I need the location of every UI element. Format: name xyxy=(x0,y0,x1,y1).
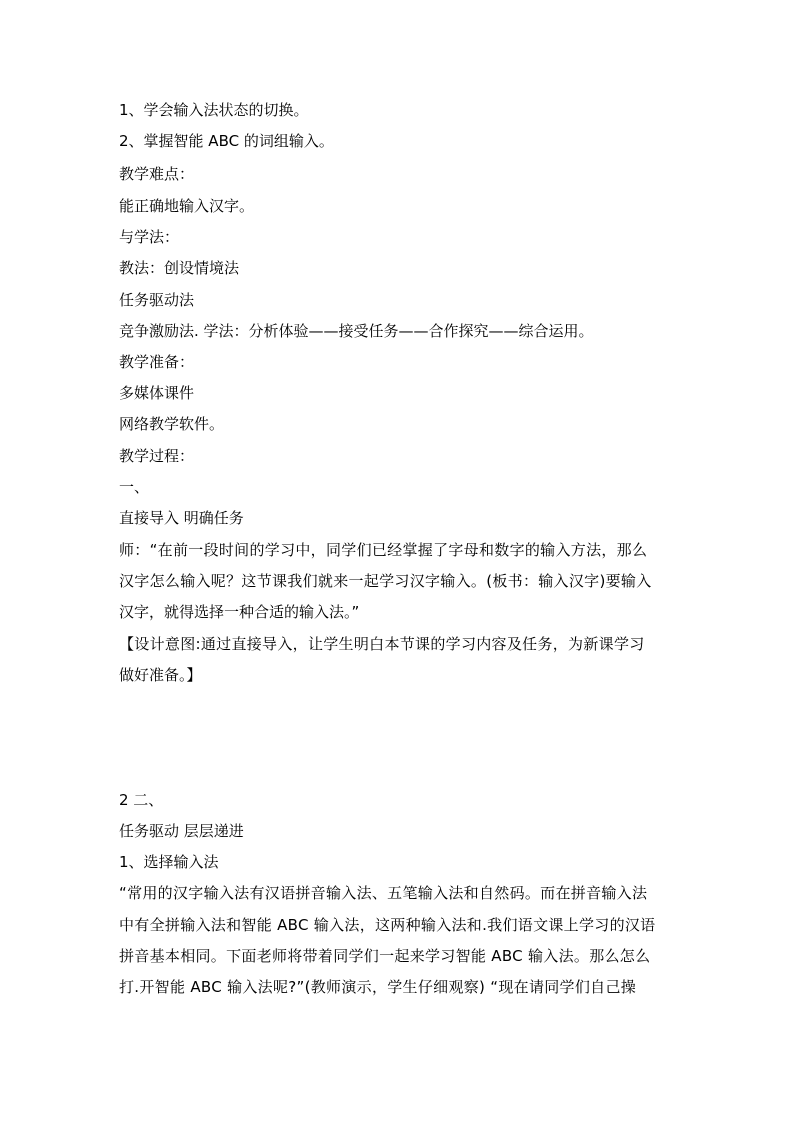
text-line: “常用的汉字输入法有汉语拼音输入法、五笔输入法和自然码。而在拼音输入法 xyxy=(119,884,648,902)
text-line: 直接导入 明确任务 xyxy=(119,509,244,527)
text-line: 拼音基本相同。下面老师将带着同学们一起来学习智能 ABC 输入法。那么怎么 xyxy=(119,947,651,965)
text-line: 2 二、 xyxy=(119,791,164,809)
text-line: 教法：创设情境法 xyxy=(119,259,240,277)
text-line: 竞争激励法. 学法：分析体验——接受任务——合作探究——综合运用。 xyxy=(119,322,594,340)
text-line: 打.开智能 ABC 输入法呢?”(教师演示，学生仔细观察) “现在请同学们自己操 xyxy=(119,978,637,996)
text-line: 任务驱动法 xyxy=(119,291,195,309)
text-line: 汉字，就得选择一种合适的输入法。” xyxy=(119,603,360,621)
text-line: 1、选择输入法 xyxy=(119,853,219,871)
text-line: 网络教学软件。 xyxy=(119,415,225,433)
text-line: 教学难点： xyxy=(119,165,195,183)
text-line: 中有全拼输入法和智能 ABC 输入法，这两种输入法和.我们语文课上学习的汉语 xyxy=(119,916,656,934)
text-line: 教学准备： xyxy=(119,353,195,371)
text-line: 师：“在前一段时间的学习中，同学们已经掌握了字母和数字的输入方法，那么 xyxy=(119,541,648,559)
text-line: 任务驱动 层层递进 xyxy=(119,822,244,840)
text-line: 一、 xyxy=(119,478,150,496)
text-line: 汉字怎么输入呢？这节课我们就来一起学习汉字输入。(板书：输入汉字)要输入 xyxy=(119,572,652,590)
text-line: 教学过程： xyxy=(119,447,195,465)
text-line: 【设计意图:通过直接导入，让学生明白本节课的学习内容及任务，为新课学习 xyxy=(119,635,645,653)
text-line: 多媒体课件 xyxy=(119,384,195,402)
text-line: 1、学会输入法状态的切换。 xyxy=(119,101,309,119)
text-line: 做好准备。】 xyxy=(119,666,202,684)
text-line: 能正确地输入汉字。 xyxy=(119,197,255,215)
text-line: 2、掌握智能 ABC 的词组输入。 xyxy=(119,132,334,150)
text-line: 与学法： xyxy=(119,228,180,246)
